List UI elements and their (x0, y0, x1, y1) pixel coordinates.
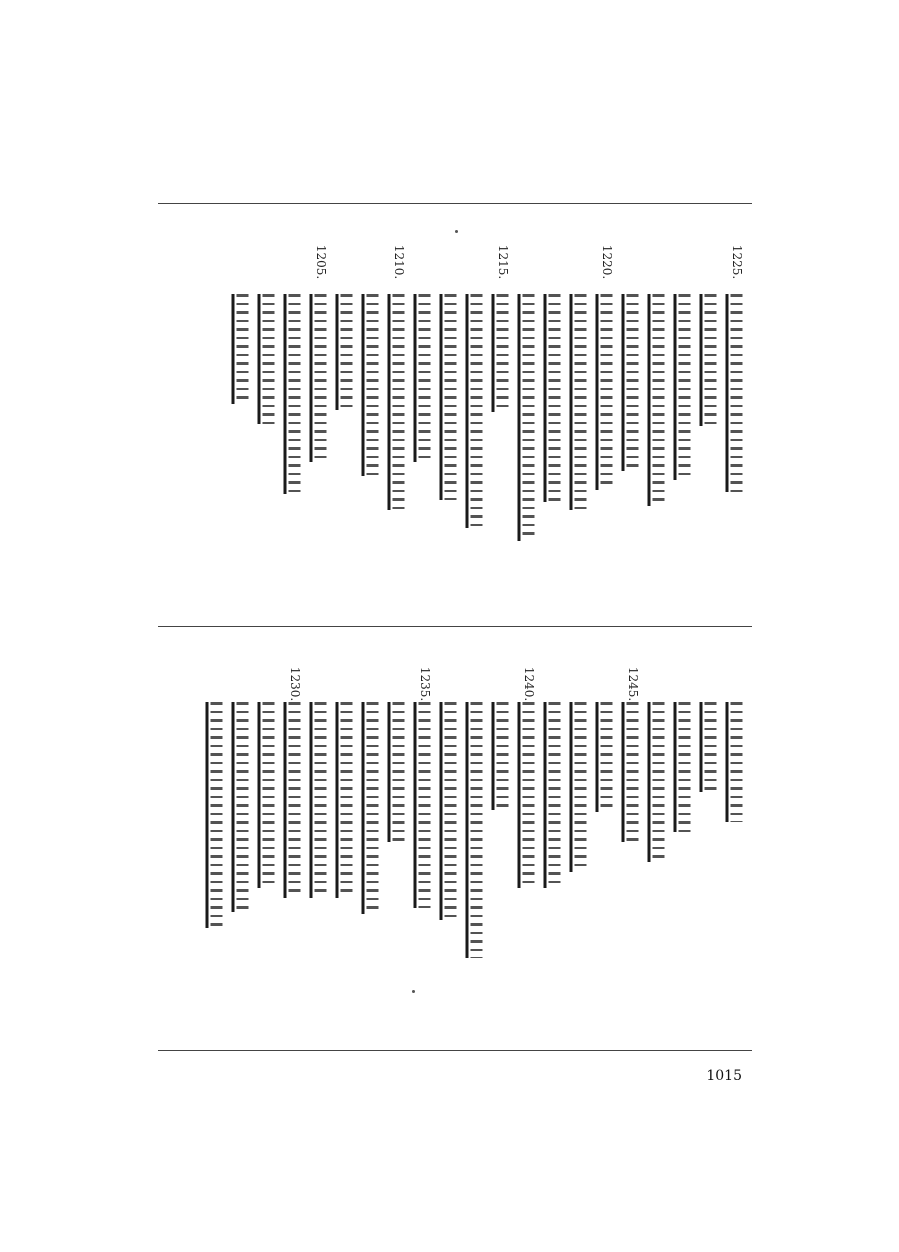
mongolian-script (648, 702, 671, 862)
mongolian-script (648, 294, 671, 506)
mongolian-script (518, 702, 541, 888)
mongolian-script (466, 294, 489, 528)
mongolian-script (310, 702, 333, 898)
verse-line (254, 240, 284, 620)
mongolian-script (258, 294, 281, 424)
line-number: 1230. (288, 666, 302, 702)
mongolian-script (362, 294, 385, 476)
verse-line (306, 240, 336, 620)
verse-line (254, 662, 284, 1022)
mongolian-script (596, 294, 619, 490)
verse-line (644, 240, 674, 620)
mongolian-script (336, 702, 359, 898)
verse-line (540, 240, 570, 620)
verse-line (592, 662, 622, 1022)
verse-line (358, 662, 388, 1022)
mongolian-script (232, 294, 255, 404)
verse-line (358, 240, 388, 620)
mongolian-script (336, 294, 359, 410)
mongolian-script (570, 294, 593, 510)
verse-line (514, 240, 544, 620)
verse-line (618, 240, 648, 620)
verse-line (384, 240, 414, 620)
mongolian-script (232, 702, 255, 912)
mongolian-script (674, 702, 697, 832)
mongolian-script (544, 294, 567, 502)
mongolian-script (700, 702, 723, 792)
mongolian-script (492, 294, 515, 412)
mongolian-script (544, 702, 567, 888)
verse-line (540, 662, 570, 1022)
verse-line (670, 662, 700, 1022)
line-number: 1205. (314, 244, 328, 280)
mongolian-script (700, 294, 723, 426)
verse-line (280, 662, 310, 1022)
mongolian-script (362, 702, 385, 914)
verse-line (384, 662, 414, 1022)
line-number: 1225. (730, 244, 744, 280)
verse-line (722, 240, 752, 620)
ink-speck (412, 990, 415, 993)
mongolian-script (726, 702, 749, 822)
mongolian-script (726, 294, 749, 492)
verse-line (410, 240, 440, 620)
mongolian-script (284, 294, 307, 494)
verse-line (618, 662, 648, 1022)
verse-line (462, 240, 492, 620)
verse-line (566, 240, 596, 620)
mongolian-script (388, 294, 411, 510)
verse-line (514, 662, 544, 1022)
bottom-rule (158, 1050, 752, 1051)
verse-line (696, 240, 726, 620)
mongolian-script (622, 294, 645, 471)
page-number: 1015 (706, 1068, 742, 1084)
mongolian-script (414, 702, 437, 908)
mongolian-script (206, 702, 229, 928)
mongolian-script (440, 702, 463, 920)
verse-line (332, 240, 362, 620)
mongolian-script (440, 294, 463, 500)
mongolian-script (674, 294, 697, 480)
verse-line (488, 662, 518, 1022)
mongolian-script (518, 294, 541, 541)
verse-line (436, 240, 466, 620)
mongolian-script (388, 702, 411, 842)
verse-line (670, 240, 700, 620)
verse-line (436, 662, 466, 1022)
top-rule (158, 203, 752, 204)
verse-line (202, 662, 232, 1022)
verse-line (228, 662, 258, 1022)
mongolian-script (492, 702, 515, 810)
verse-line (566, 662, 596, 1022)
mongolian-script (596, 702, 619, 812)
line-number: 1210. (392, 244, 406, 280)
mongolian-script (622, 702, 645, 842)
verse-line (462, 662, 492, 1022)
line-number: 1245. (626, 666, 640, 702)
verse-line (332, 662, 362, 1022)
mongolian-script (414, 294, 437, 462)
verse-line (592, 240, 622, 620)
verse-line (644, 662, 674, 1022)
verse-line (696, 662, 726, 1022)
mongolian-script (258, 702, 281, 888)
mongolian-script (310, 294, 333, 462)
upper-verse-block (158, 240, 752, 620)
lower-verse-block (158, 662, 752, 1022)
verse-line (280, 240, 310, 620)
line-number: 1215. (496, 244, 510, 280)
verse-line (306, 662, 336, 1022)
verse-line (410, 662, 440, 1022)
ink-speck (455, 230, 458, 233)
line-number: 1235. (418, 666, 432, 702)
line-number: 1220. (600, 244, 614, 280)
mongolian-script (284, 702, 307, 898)
mongolian-script (570, 702, 593, 872)
verse-line (228, 240, 258, 620)
verse-line (488, 240, 518, 620)
verse-line (722, 662, 752, 1022)
line-number: 1240. (522, 666, 536, 702)
middle-rule (158, 626, 752, 627)
mongolian-script (466, 702, 489, 958)
